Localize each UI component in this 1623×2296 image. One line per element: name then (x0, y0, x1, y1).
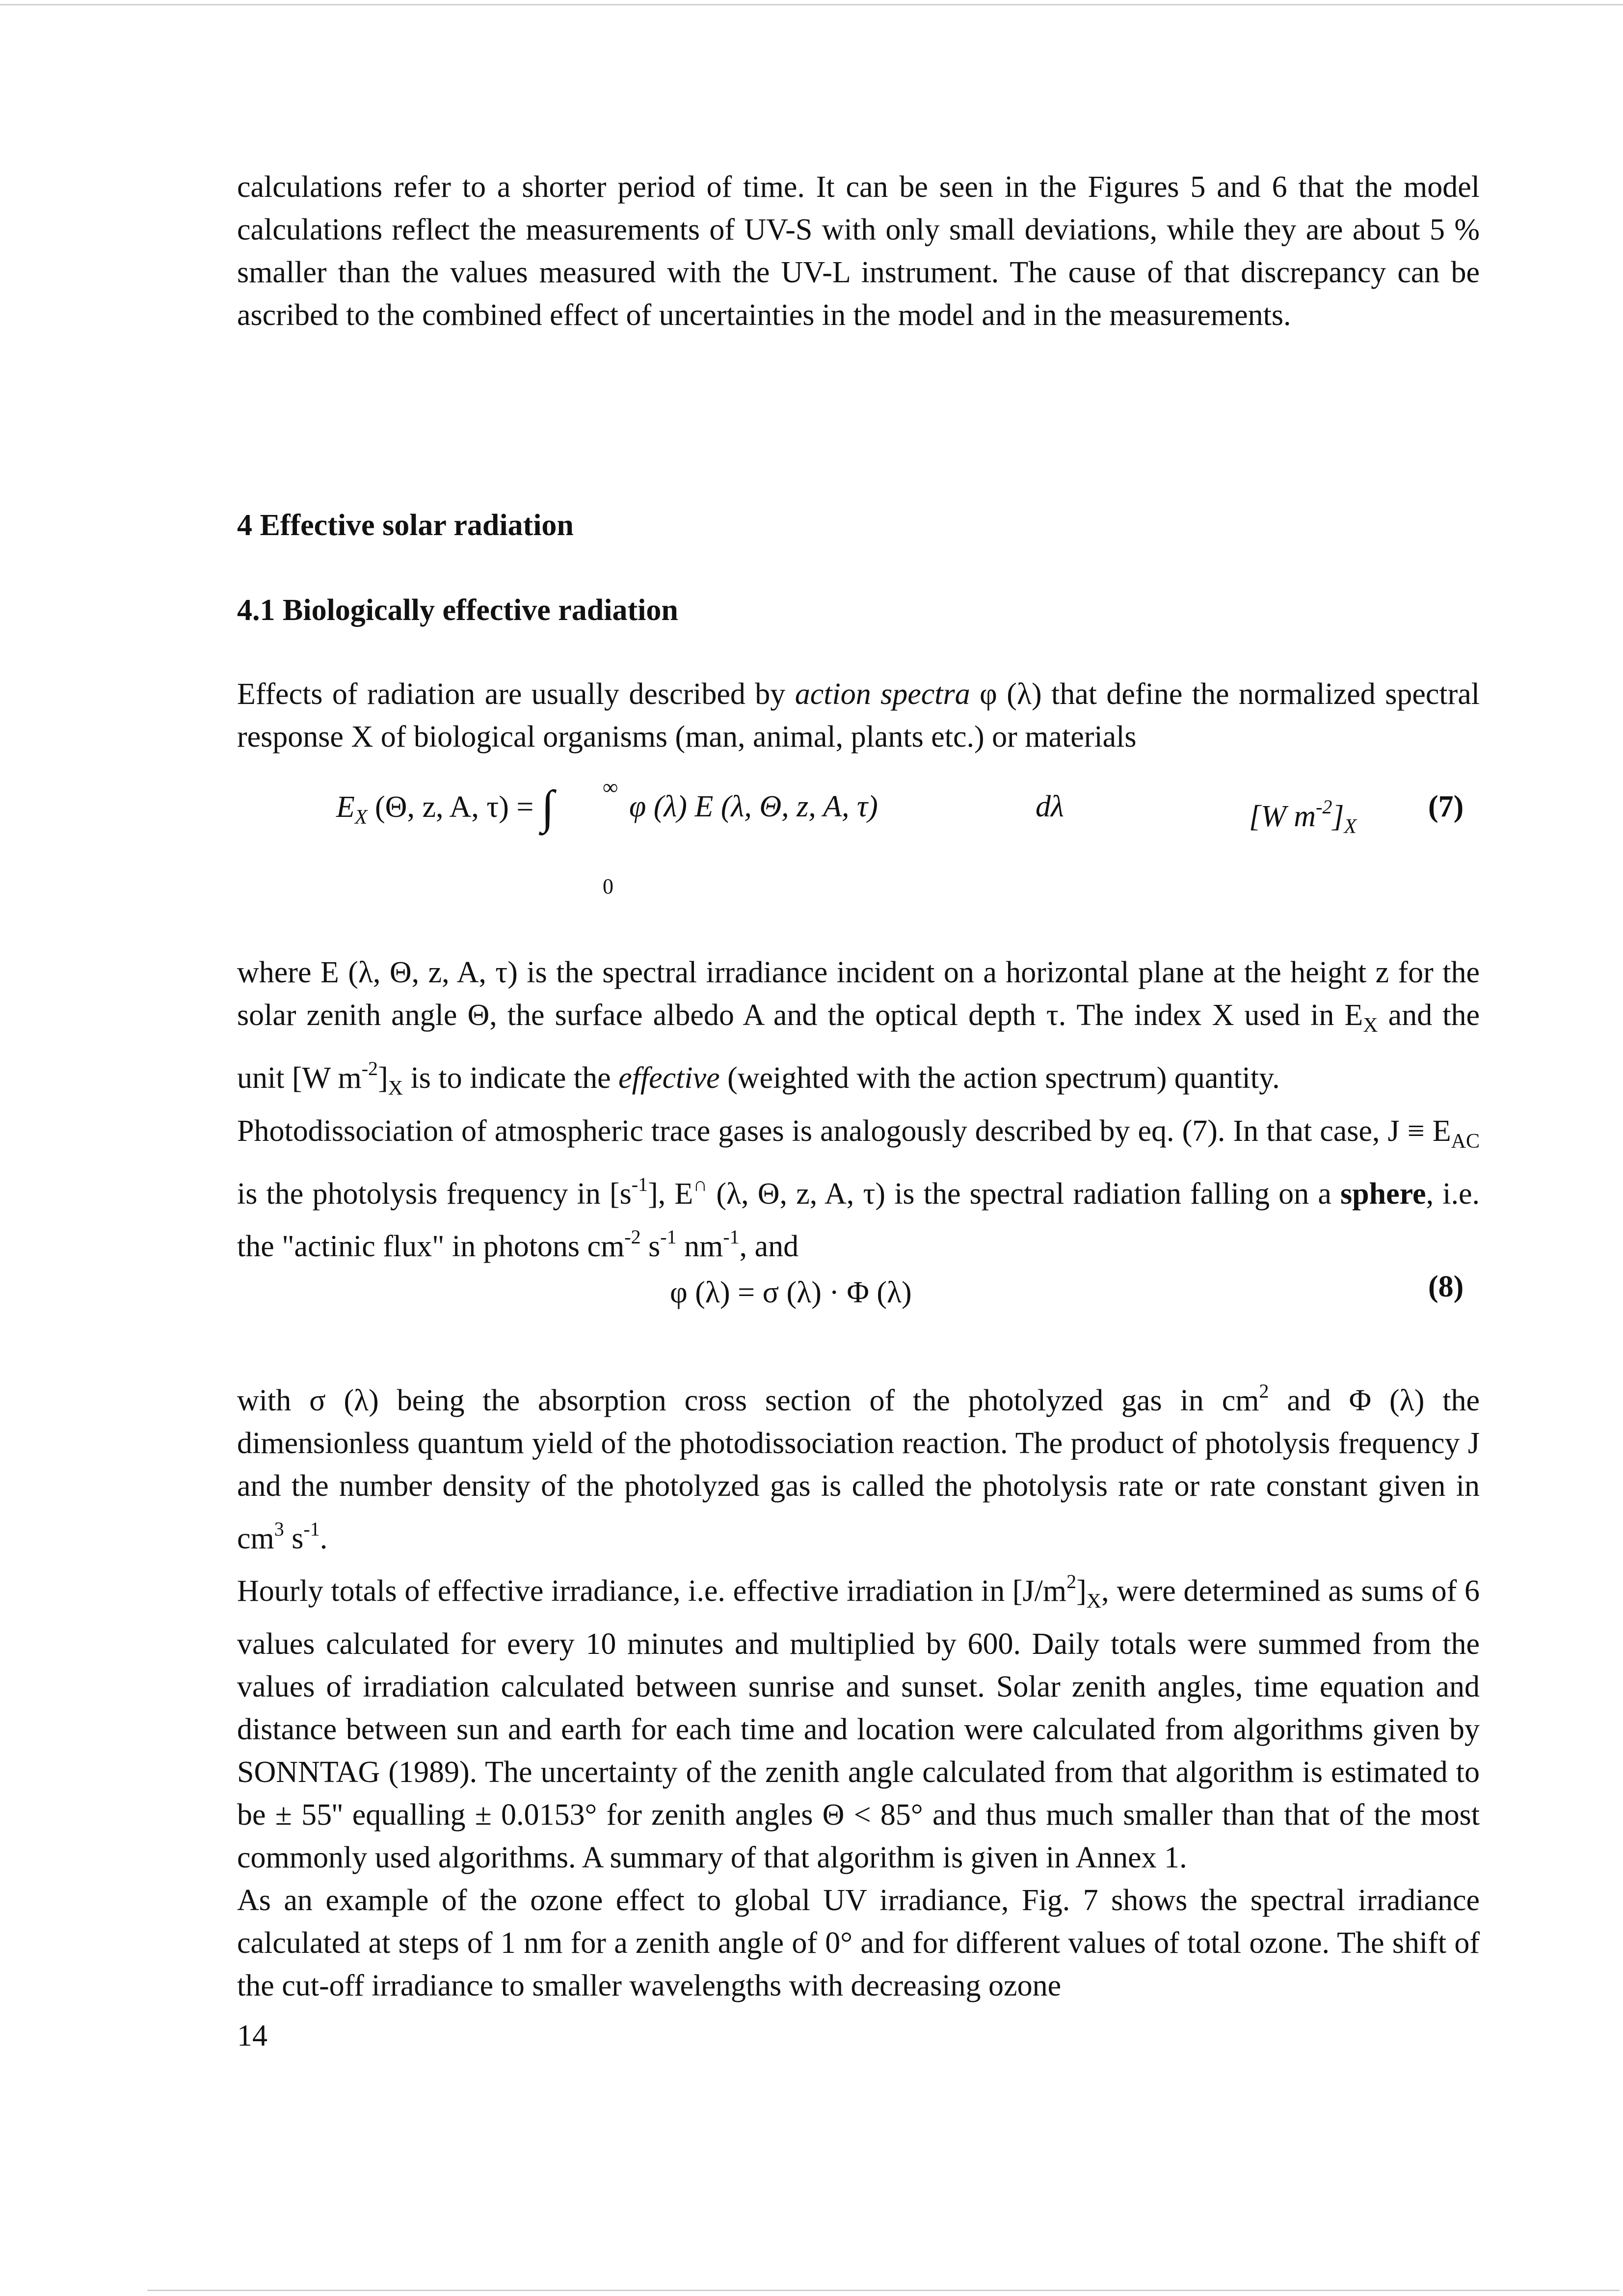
with-text-1: with σ (λ) being the absorption cross section of the photolyzed gas in cm (237, 1384, 1259, 1417)
eq7-lhs-sub: X (354, 806, 368, 829)
section-heading: 4 Effective solar radiation (237, 509, 574, 542)
hourly-text-3: , were determined as sums of 6 values calculated for every 10 minutes and multiplied by 600. Daily totals were summed from the values of irradiation calculated between sunrise and sunset. Solar zenith angles, time equation and distance between sun and earth for each time and location were calculated from algorithms given by SONNTAG (1989). The uncertainty of the zenith angle calculated from that algorithm is estimated to be ± 55'' equalling ± 0.0153° for zenith angles Θ < 85° and thus much smaller than that of the most commonly used algorithms. A summary of that algorithm is given in Annex 1. (237, 1574, 1480, 1874)
effects-paragraph (237, 673, 1480, 758)
bottom-edge-mark (147, 2290, 1620, 2291)
eq7-dlambda: dλ (1036, 790, 1064, 823)
hourly-text-2: ] (1076, 1574, 1087, 1608)
intro-block (237, 166, 1480, 337)
eq7-lhs-args: (Θ, z, A, τ) = (367, 790, 541, 824)
photo-text-2: is the photolysis frequency in [s (237, 1177, 632, 1211)
subsection-heading: 4.1 Biologically effective radiation (237, 594, 678, 627)
photo-text-3: ], E (648, 1177, 693, 1211)
eq7-number: (7) (1428, 790, 1464, 823)
photo-sub-ac: AC (1451, 1130, 1480, 1153)
photo-sup-1: -1 (631, 1173, 648, 1195)
effects-block (237, 673, 1480, 758)
eq7-unit-a: [W m (1249, 800, 1316, 833)
eq8-number: (8) (1428, 1270, 1464, 1303)
eq7-unit-sup: -2 (1316, 796, 1332, 818)
eq7-lhs: E (336, 790, 355, 824)
hourly-sub-x: X (1086, 1590, 1102, 1613)
lower-block (237, 1370, 1480, 2007)
where-text-2: and the unit [W m (237, 999, 1480, 1095)
photo-sup-3: -1 (660, 1226, 677, 1248)
with-text-3: s (284, 1522, 304, 1555)
photo-text-5: , i.e. the "actinic flux" in photons cm (237, 1177, 1480, 1263)
photo-text-4: (λ, Θ, z, A, τ) is the spectral radiation falling on a (707, 1177, 1341, 1211)
where-paragraph (237, 951, 1480, 1110)
photodissociation-paragraph (237, 1110, 1480, 1268)
with-text-4: . (319, 1522, 328, 1555)
where-sup: -2 (361, 1057, 378, 1080)
equation-7 (336, 781, 555, 839)
page-number: 14 (237, 2019, 267, 2053)
eq7-unit-b: ] (1332, 800, 1344, 833)
with-paragraph (237, 1370, 1480, 1560)
effects-text-2: φ (λ) that define the normalized spectral response X of biological organisms (man, animal, plants etc.) or materials (237, 677, 1480, 754)
intro-paragraph: calculations refer to a shorter period of time. It can be seen in the Figures 5 and 6 that the model calculations reflect the measurements of UV-S with only small deviations, while they are about 5 % smaller than the values measured with the UV-L instrument. The cause of that discrepancy can be ascribed to the combined effect of uncertainties in the model and in the measurements. (237, 170, 1480, 332)
integral-lower-limit: 0 (603, 874, 613, 898)
photo-sup-2: -2 (624, 1226, 641, 1248)
effects-text-1: Effects of radiation are usually described by (237, 677, 795, 711)
where-text-4: is to indicate the (403, 1061, 619, 1095)
where-sub-x: X (1363, 1014, 1378, 1037)
hourly-paragraph (237, 1560, 1480, 1879)
hourly-sup: 2 (1066, 1570, 1077, 1593)
with-text-2: and Φ (λ) the dimensionless quantum yield of the photodissociation reaction. The product of photolysis frequency J and the number density of the photolyzed gas is called the photolysis rate or rate constant given in cm (237, 1384, 1480, 1555)
photo-text-8: , and (739, 1230, 799, 1263)
where-text-1: where E (λ, Θ, z, A, τ) is the spectral irradiance incident on a horizontal plane at the height z for the solar zenith angle Θ, the surface albedo A and the optical depth τ. The index X used in E (237, 956, 1480, 1032)
top-edge-mark (0, 4, 1623, 5)
where-text-5: (weighted with the action spectrum) quantity. (719, 1061, 1280, 1095)
photo-text-1: Photodissociation of atmospheric trace gases is analogously described by eq. (7). In that case, J ≡ E (237, 1114, 1451, 1148)
photo-sup-4: -1 (723, 1226, 740, 1248)
with-sup-3: -1 (303, 1518, 320, 1540)
effective-term: effective (618, 1061, 720, 1095)
eq7-unit-sub: X (1344, 815, 1357, 838)
with-sup-2: 3 (274, 1518, 284, 1540)
eq7-integrand: φ (λ) E (λ, Θ, z, A, τ) (629, 790, 878, 823)
where-block (237, 951, 1480, 1268)
action-spectra-term: action spectra (795, 677, 970, 711)
example-paragraph: As an example of the ozone effect to global UV irradiance, Fig. 7 shows the spectral irradiance calculated at steps of 1 nm for a zenith angle of 0° and for different values of total ozone. The shift of the cut-off irradiance to smaller wavelengths with decreasing ozone (237, 1884, 1480, 2002)
where-text-3: ] (378, 1061, 388, 1095)
where-sub-x2: X (388, 1077, 403, 1100)
integral-symbol: ∫ (541, 781, 555, 833)
equation-8: φ (λ) = σ (λ) · Φ (λ) (670, 1276, 912, 1309)
with-sup-1: 2 (1259, 1380, 1269, 1402)
integral-upper-limit: ∞ (603, 775, 618, 799)
sphere-term: sphere (1340, 1177, 1426, 1211)
photo-text-7: nm (676, 1230, 723, 1263)
photo-sup-cap: ∩ (693, 1173, 708, 1195)
photo-text-6: s (640, 1230, 661, 1263)
eq7-unit (1249, 785, 1357, 848)
hourly-text-1: Hourly totals of effective irradiance, i.e. effective irradiation in [J/m (237, 1574, 1067, 1608)
